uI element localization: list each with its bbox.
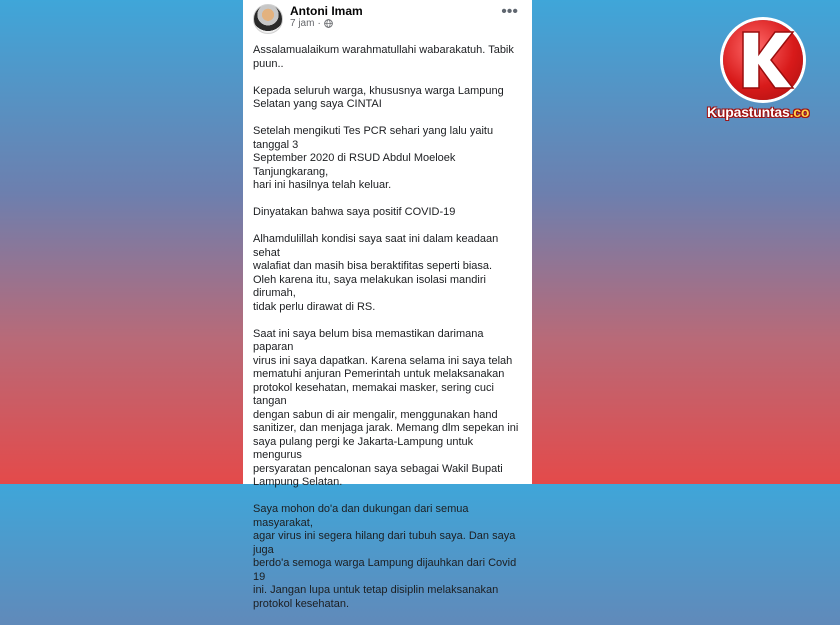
post-paragraph: Kepada seluruh warga, khususnya warga Lampung Selatan yang saya CINTAI [253,84,504,110]
author-name[interactable]: Antoni Imam [290,4,363,18]
k-logo-icon [723,20,803,100]
post-paragraph: Saya mohon do'a dan dukungan dari semua masyarakat, agar virus ini segera hilang dari tubuh saya. Dan saya juga berdo'a semoga warga Lampung dijauhkan dari Covid 19 ini. Jangan lupa untuk tetap disiplin melaksanakan protokol kesehatan. [253,503,517,610]
globe-icon [324,19,333,28]
more-options-icon[interactable]: ••• [501,3,518,20]
post-meta [290,18,333,29]
post-header [243,0,532,40]
post-text [253,44,521,625]
kupastuntas-brand-text [707,104,809,120]
kupastuntas-watermark [700,20,840,130]
post-paragraph: Dinyatakan bahwa saya positif COVID-19 [253,206,456,218]
post-paragraph: Setelah mengikuti Tes PCR sehari yang lalu yaitu tanggal 3 September 2020 di RSUD Abdul Moeloek Tanjungkarang, hari ini hasilnya telah keluar. [253,125,494,191]
post-paragraph: Alhamdulillah kondisi saya saat ini dalam keadaan sehat walafiat dan masih bisa beraktifitas seperti biasa. Oleh karena itu, saya melakukan isolasi mandiri dirumah, tidak perlu dirawat di RS. [253,233,499,313]
facebook-post-card [243,0,532,610]
post-time[interactable]: 7 jam [290,18,315,29]
meta-separator: · [317,18,321,29]
post-paragraph: Saat ini saya belum bisa memastikan darimana paparan virus ini saya dapatkan. Karena selama ini saya telah mematuhi anjuran Pemerintah untuk melaksanakan protokol kesehatan, memakai masker, sering cuci tangan dengan sabun di air mengalir, menggunakan hand sanitizer, dan menjaga jarak. Memang dlm sepekan ini saya pulang pergi ke Jakarta-Lampung untuk mengurus persyaratan pencalonan saya sebagai Wakil Bupati Lampung Selatan. [253,327,519,488]
brand-main: Kupastuntas [707,104,790,120]
author-avatar[interactable] [253,4,283,34]
post-paragraph: Assalamualaikum warahmatullahi wabarakatuh. Tabik puun.. [253,44,514,70]
kupastuntas-logo-circle [723,20,803,100]
brand-suffix: .co [789,104,810,120]
